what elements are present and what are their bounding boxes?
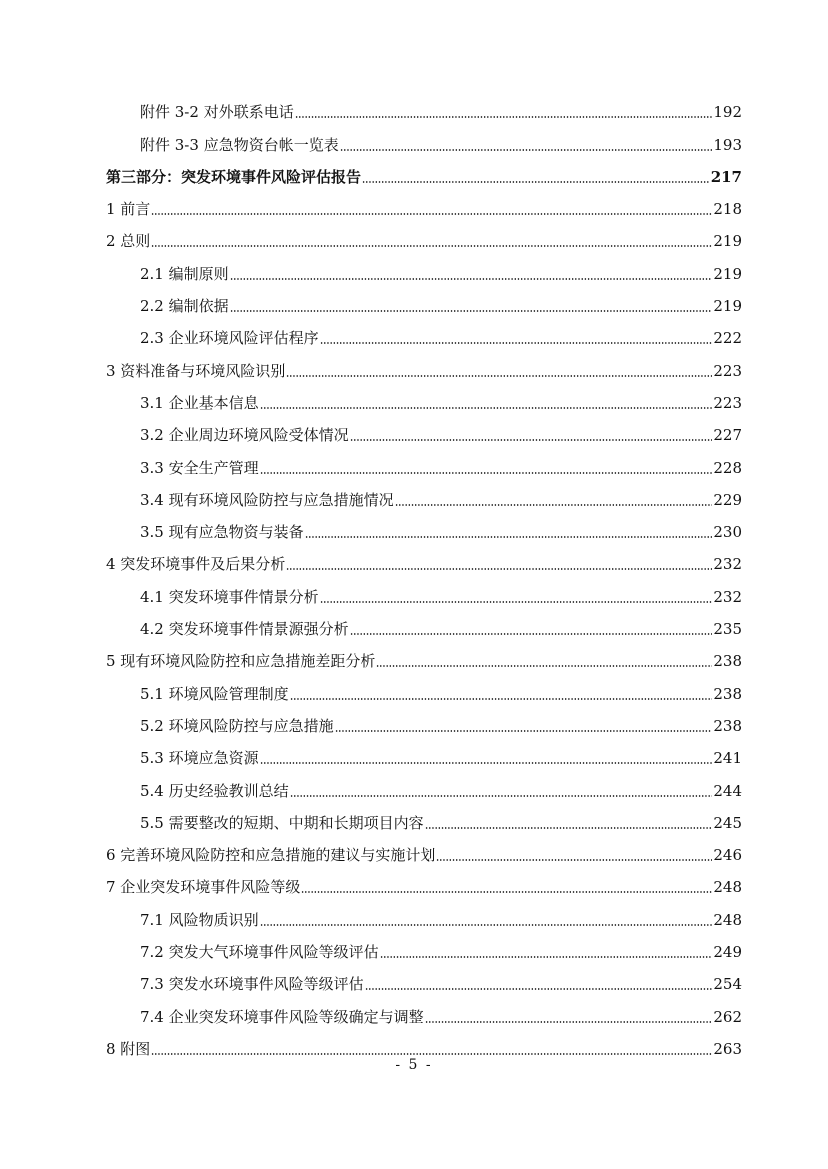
toc-entry-page-number: 232 xyxy=(713,555,742,574)
toc-entry[interactable] xyxy=(106,897,742,929)
toc-entry-title: 3.4 现有环境风险防控与应急措施情况 xyxy=(140,490,394,509)
toc-entry[interactable] xyxy=(106,865,742,897)
dot-leader xyxy=(380,956,713,958)
dot-leader xyxy=(340,149,713,151)
table-of-contents xyxy=(106,90,742,1059)
toc-entry[interactable] xyxy=(106,994,742,1026)
toc-entry-page-number: 219 xyxy=(713,264,742,283)
toc-entry-page-number: 245 xyxy=(713,813,742,832)
dot-leader xyxy=(425,827,713,829)
toc-entry-title: 8 附图 xyxy=(106,1039,151,1058)
toc-entry-title: 7.3 突发水环境事件风险等级评估 xyxy=(140,975,364,994)
toc-entry-page-number: 227 xyxy=(713,426,742,445)
toc-entry[interactable] xyxy=(106,542,742,574)
dot-leader xyxy=(230,310,713,312)
dot-leader xyxy=(301,891,712,893)
toc-entry-page-number: 223 xyxy=(713,393,742,412)
toc-entry-title: 5.3 环境应急资源 xyxy=(140,749,259,768)
toc-entry-title: 1 前言 xyxy=(106,200,151,219)
toc-entry-title: 7.4 企业突发环境事件风险等级确定与调整 xyxy=(140,1007,424,1026)
toc-entry-title: 3 资料准备与环境风险识别 xyxy=(106,361,286,380)
toc-entry-page-number: 238 xyxy=(713,716,742,735)
dot-leader xyxy=(151,245,712,247)
toc-entry[interactable] xyxy=(106,639,742,671)
toc-entry[interactable] xyxy=(106,445,742,477)
toc-entry[interactable] xyxy=(106,413,742,445)
toc-entry-page-number: 254 xyxy=(713,975,742,994)
toc-entry-title: 3.1 企业基本信息 xyxy=(140,393,259,412)
toc-entry-page-number: 222 xyxy=(713,329,742,348)
toc-entry[interactable] xyxy=(106,607,742,639)
toc-entry-page-number: 241 xyxy=(713,749,742,768)
toc-entry[interactable] xyxy=(106,381,742,413)
toc-entry-page-number: 228 xyxy=(713,458,742,477)
toc-entry-title: 7.2 突发大气环境事件风险等级评估 xyxy=(140,943,379,962)
toc-entry-title: 7 企业突发环境事件风险等级 xyxy=(106,878,301,897)
toc-entry[interactable] xyxy=(106,671,742,703)
toc-entry-title: 3.2 企业周边环境风险受体情况 xyxy=(140,426,349,445)
toc-entry-page-number: 263 xyxy=(713,1039,742,1058)
toc-entry[interactable] xyxy=(106,219,742,251)
toc-entry-page-number: 192 xyxy=(713,103,742,122)
toc-entry-page-number: 193 xyxy=(713,135,742,154)
dot-leader xyxy=(295,116,713,118)
dot-leader xyxy=(260,924,713,926)
dot-leader xyxy=(286,568,712,570)
toc-entry-page-number: 262 xyxy=(713,1007,742,1026)
toc-entry-title: 2.1 编制原则 xyxy=(140,264,229,283)
dot-leader xyxy=(230,278,713,280)
toc-entry-page-number: 232 xyxy=(713,587,742,606)
toc-entry-page-number: 244 xyxy=(713,781,742,800)
toc-entry[interactable] xyxy=(106,736,742,768)
toc-entry-page-number: 230 xyxy=(713,523,742,542)
dot-leader xyxy=(290,698,713,700)
toc-entry-title: 4 突发环境事件及后果分析 xyxy=(106,555,286,574)
dot-leader xyxy=(395,504,713,506)
toc-entry-title: 7.1 风险物质识别 xyxy=(140,910,259,929)
dot-leader xyxy=(425,1021,713,1023)
toc-entry-title: 6 完善环境风险防控和应急措施的建议与实施计划 xyxy=(106,846,436,865)
toc-entry-title: 4.2 突发环境事件情景源强分析 xyxy=(140,620,349,639)
toc-entry-page-number: 246 xyxy=(713,846,742,865)
toc-entry-title: 附件 3-2 对外联系电话 xyxy=(140,103,294,122)
toc-entry[interactable] xyxy=(106,187,742,219)
toc-entry[interactable] xyxy=(106,833,742,865)
toc-entry-title: 5 现有环境风险防控和应急措施差距分析 xyxy=(106,652,376,671)
toc-entry[interactable] xyxy=(106,251,742,283)
toc-entry[interactable] xyxy=(106,801,742,833)
toc-entry[interactable] xyxy=(106,962,742,994)
toc-entry[interactable] xyxy=(106,284,742,316)
toc-entry-page-number: 235 xyxy=(713,620,742,639)
dot-leader xyxy=(260,407,713,409)
dot-leader xyxy=(260,762,713,764)
toc-entry[interactable] xyxy=(106,478,742,510)
page-number-footer: - 5 - xyxy=(395,1057,433,1073)
toc-entry-page-number: 238 xyxy=(713,652,742,671)
toc-entry-title: 4.1 突发环境事件情景分析 xyxy=(140,587,319,606)
dot-leader xyxy=(290,795,713,797)
toc-entry[interactable] xyxy=(106,155,742,187)
toc-entry-title: 2.3 企业环境风险评估程序 xyxy=(140,329,319,348)
toc-entry-title: 2.2 编制依据 xyxy=(140,297,229,316)
toc-entry-page-number: 217 xyxy=(710,167,742,186)
dot-leader xyxy=(350,633,713,635)
toc-entry[interactable] xyxy=(106,930,742,962)
toc-entry[interactable] xyxy=(106,90,742,122)
toc-entry-page-number: 248 xyxy=(713,878,742,897)
toc-entry[interactable] xyxy=(106,122,742,154)
dot-leader xyxy=(320,342,713,344)
dot-leader xyxy=(151,1053,712,1055)
toc-entry-title: 2 总则 xyxy=(106,232,151,251)
toc-entry-title: 第三部分：突发环境事件风险评估报告 xyxy=(106,167,362,186)
dot-leader xyxy=(376,665,712,667)
dot-leader xyxy=(350,439,713,441)
dot-leader xyxy=(151,213,712,215)
toc-entry-page-number: 238 xyxy=(713,684,742,703)
dot-leader xyxy=(365,988,713,990)
toc-entry[interactable] xyxy=(106,704,742,736)
toc-entry-page-number: 219 xyxy=(713,297,742,316)
toc-entry-page-number: 249 xyxy=(713,943,742,962)
toc-entry-title: 5.1 环境风险管理制度 xyxy=(140,684,289,703)
toc-entry[interactable] xyxy=(106,510,742,542)
toc-entry-title: 5.2 环境风险防控与应急措施 xyxy=(140,716,334,735)
toc-entry-title: 3.3 安全生产管理 xyxy=(140,458,259,477)
toc-entry[interactable] xyxy=(106,768,742,800)
toc-entry-page-number: 223 xyxy=(713,361,742,380)
dot-leader xyxy=(335,730,713,732)
dot-leader xyxy=(320,601,713,603)
toc-entry-page-number: 229 xyxy=(713,490,742,509)
toc-entry[interactable] xyxy=(106,316,742,348)
toc-entry-title: 3.5 现有应急物资与装备 xyxy=(140,523,304,542)
dot-leader xyxy=(436,859,712,861)
toc-entry-title: 5.5 需要整改的短期、中期和长期项目内容 xyxy=(140,813,424,832)
dot-leader xyxy=(362,181,710,183)
toc-entry[interactable] xyxy=(106,348,742,380)
toc-entry-page-number: 248 xyxy=(713,910,742,929)
dot-leader xyxy=(286,375,712,377)
toc-entry-page-number: 218 xyxy=(713,200,742,219)
toc-entry-title: 5.4 历史经验教训总结 xyxy=(140,781,289,800)
dot-leader xyxy=(305,536,713,538)
toc-entry[interactable] xyxy=(106,1027,742,1059)
toc-entry-title: 附件 3-3 应急物资台帐一览表 xyxy=(140,135,339,154)
toc-entry[interactable] xyxy=(106,574,742,606)
toc-entry-page-number: 219 xyxy=(713,232,742,251)
dot-leader xyxy=(260,472,713,474)
